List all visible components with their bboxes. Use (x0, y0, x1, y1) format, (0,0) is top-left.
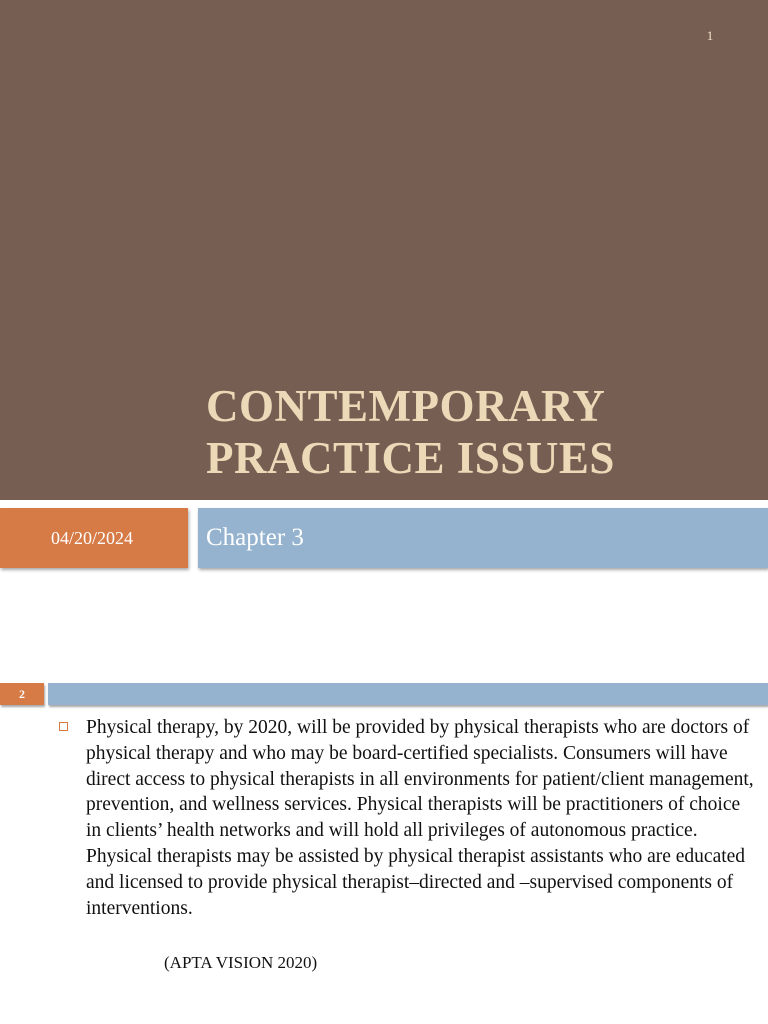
title-line-2: PRACTICE ISSUES (206, 433, 615, 483)
date-box (0, 508, 188, 568)
subtitle-box (198, 508, 768, 568)
title-panel (0, 0, 768, 500)
body-paragraph: Physical therapy, by 2020, will be provided by physical therapists who are doctors of physical therapy and who may be board-certified specialists. Consumers will have direct access to physical therapists in all environments for patient/client management, prevention, and wellness services. Physical therapists will be practitioners of choice in clients’ health networks and will hold all privileges of autonomous practice. Physical therapists may be assisted by physical therapist assistants who are educated and licensed to provide physical therapist–directed and –supervised components of interventions. (86, 717, 754, 919)
slide-number: 2 (19, 687, 25, 701)
slide-number-badge (0, 683, 44, 705)
slide-title (206, 380, 746, 484)
date-text: 04/20/2024 (50, 528, 133, 548)
slide-2 (0, 610, 768, 1024)
slide-number: 1 (706, 28, 714, 43)
citation: (APTA VISION 2020) (164, 953, 318, 972)
title-line-1: CONTEMPORARY (206, 381, 606, 431)
subtitle-text: Chapter 3 (206, 524, 304, 551)
header-bar (48, 683, 768, 705)
square-bullet-icon (59, 722, 68, 731)
